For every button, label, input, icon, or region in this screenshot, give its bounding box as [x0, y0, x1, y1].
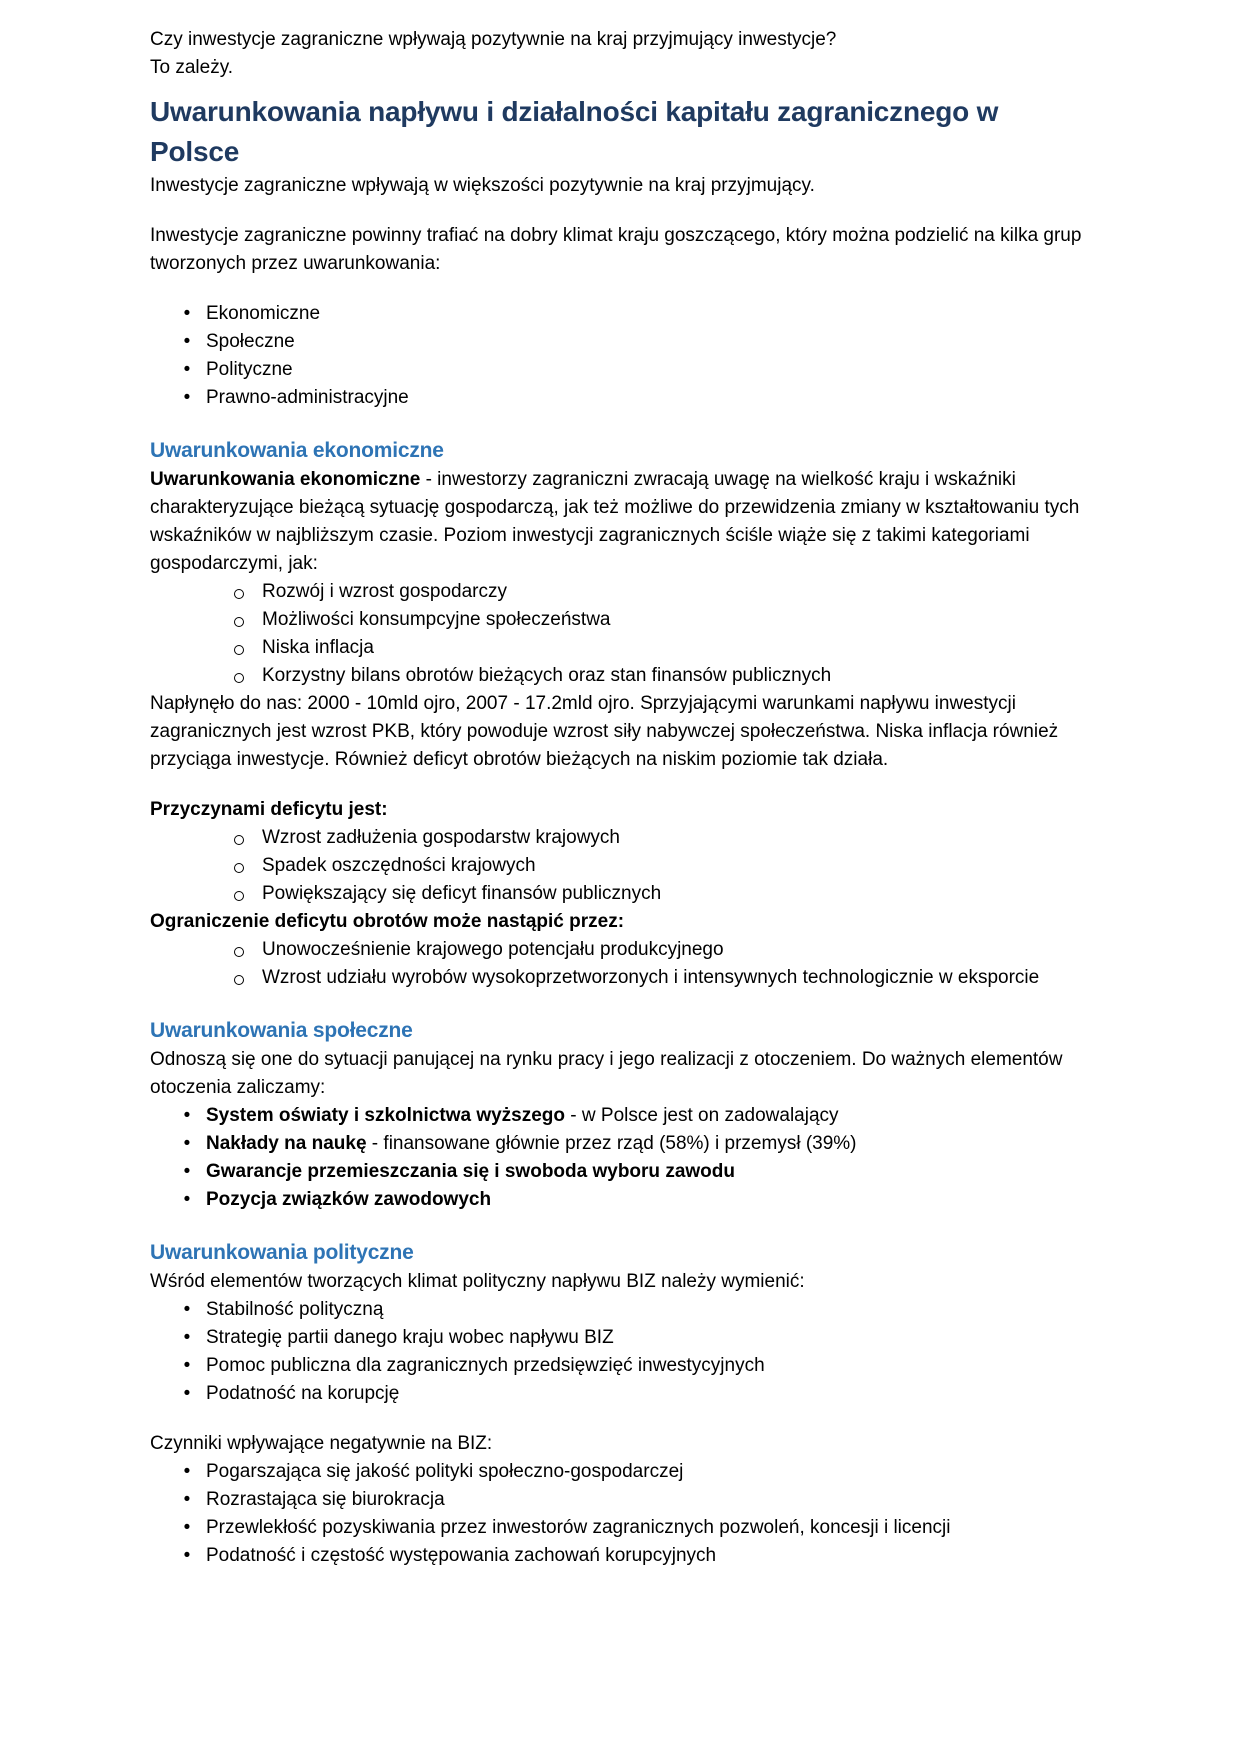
list-item: • Społeczne	[150, 328, 1092, 356]
list-item: • Przewlekłość pozyskiwania przez inwestorów zagranicznych pozwoleń, koncesji i licencji	[150, 1514, 1092, 1542]
section-heading-economic: Uwarunkowania ekonomiczne	[150, 439, 444, 462]
deficit-causes-heading: Przyczynami deficytu jest:	[150, 799, 388, 820]
bullet-icon: •	[183, 359, 191, 380]
economic-paragraph: Napłynęło do nas: 2000 - 10mld ojro, 2007 - 17.2mld ojro. Sprzyjającymi warunkami napływu inwestycji zagranicznych jest wzrost PKB, który powoduje wzrost siły nabywczej społeczeństwa. Niska inflacja również przyciąga inwestycje. Również deficyt obrotów bieżących na niskim poziomie tak działa.	[150, 693, 1059, 770]
political-paragraph: Wśród elementów tworzących klimat polityczny napływu BIZ należy wymienić:	[150, 1271, 805, 1292]
groups-list	[150, 300, 1092, 412]
circle-bullet-icon	[234, 835, 244, 845]
circle-bullet-icon	[234, 863, 244, 873]
section-heading-social: Uwarunkowania społeczne	[150, 1019, 413, 1042]
deficit-limit-heading: Ograniczenie deficytu obrotów może nastąpić przez:	[150, 911, 625, 932]
list-item: • Strategię partii danego kraju wobec napływu BIZ	[150, 1324, 1092, 1352]
list-item: • Polityczne	[150, 356, 1092, 384]
intro-answer: To zależy.	[150, 57, 234, 78]
list-item: Rozwój i wzrost gospodarczy	[150, 578, 1092, 606]
section-heading-political: Uwarunkowania polityczne	[150, 1241, 414, 1264]
bullet-icon: •	[183, 1189, 191, 1210]
political-list	[150, 1296, 1092, 1408]
main-title: Uwarunkowania napływu i działalności kapitału zagranicznego w Polsce	[150, 96, 999, 167]
bullet-icon: •	[183, 1105, 191, 1126]
bullet-icon: •	[183, 1161, 191, 1182]
list-item: Spadek oszczędności krajowych	[150, 852, 1092, 880]
negative-factors-list	[150, 1458, 1092, 1570]
circle-bullet-icon	[234, 891, 244, 901]
negative-factors-heading: Czynniki wpływające negatywnie na BIZ:	[150, 1433, 493, 1454]
bullet-icon: •	[183, 1355, 191, 1376]
bullet-icon: •	[183, 1327, 191, 1348]
list-item: • Podatność i częstość występowania zachowań korupcyjnych	[150, 1542, 1092, 1570]
list-item: Korzystny bilans obrotów bieżących oraz stan finansów publicznych	[150, 662, 1092, 690]
list-item: • Pogarszająca się jakość polityki społeczno-gospodarczej	[150, 1458, 1092, 1486]
list-item: • Rozrastająca się biurokracja	[150, 1486, 1092, 1514]
deficit-causes-list	[150, 824, 1092, 908]
social-list	[150, 1102, 1092, 1214]
bullet-icon: •	[183, 331, 191, 352]
circle-bullet-icon	[234, 617, 244, 627]
list-item: • Pomoc publiczna dla zagranicznych przedsięwzięć inwestycyjnych	[150, 1352, 1092, 1380]
list-item: • Gwarancje przemieszczania się i swoboda wyboru zawodu	[150, 1158, 1092, 1186]
list-item: • System oświaty i szkolnictwa wyższego - w Polsce jest on zadowalający	[150, 1102, 1092, 1130]
list-item: Unowocześnienie krajowego potencjału produkcyjnego	[150, 936, 1092, 964]
bullet-icon: •	[183, 1383, 191, 1404]
bullet-icon: •	[183, 1489, 191, 1510]
bullet-icon: •	[183, 1133, 191, 1154]
deficit-limit-list	[150, 936, 1092, 992]
bullet-icon: •	[183, 1517, 191, 1538]
circle-bullet-icon	[234, 673, 244, 683]
list-item: • Prawno-administracyjne	[150, 384, 1092, 412]
list-item: • Podatność na korupcję	[150, 1380, 1092, 1408]
main-paragraph-1: Inwestycje zagraniczne wpływają w większości pozytywnie na kraj przyjmujący.	[150, 175, 815, 196]
list-item: • Ekonomiczne	[150, 300, 1092, 328]
list-item: • Stabilność polityczną	[150, 1296, 1092, 1324]
bullet-icon: •	[183, 1299, 191, 1320]
list-item: Niska inflacja	[150, 634, 1092, 662]
bullet-icon: •	[183, 303, 191, 324]
list-item: Powiększający się deficyt finansów publicznych	[150, 880, 1092, 908]
circle-bullet-icon	[234, 589, 244, 599]
circle-bullet-icon	[234, 645, 244, 655]
intro-question: Czy inwestycje zagraniczne wpływają pozytywnie na kraj przyjmujący inwestycje?	[150, 29, 837, 50]
list-item: Wzrost udziału wyrobów wysokoprzetworzonych i intensywnych technologicznie w eksporcie	[150, 964, 1092, 992]
bullet-icon: •	[183, 387, 191, 408]
main-paragraph-2: Inwestycje zagraniczne powinny trafiać na dobry klimat kraju goszczącego, który można podzielić na kilka grup tworzonych przez uwarunkowania:	[150, 225, 1082, 274]
list-item: Wzrost zadłużenia gospodarstw krajowych	[150, 824, 1092, 852]
social-paragraph: Odnoszą się one do sytuacji panującej na rynku pracy i jego realizacji z otoczeniem. Do ważnych elementów otoczenia zaliczamy:	[150, 1049, 1063, 1098]
bullet-icon: •	[183, 1545, 191, 1566]
list-item: Możliwości konsumpcyjne społeczeństwa	[150, 606, 1092, 634]
list-item: • Nakłady na naukę - finansowane głównie przez rząd (58%) i przemysł (39%)	[150, 1130, 1092, 1158]
economic-lead: Uwarunkowania ekonomiczne - inwestorzy zagraniczni zwracają uwagę na wielkość kraju i wskaźniki charakteryzujące bieżącą sytuację gospodarczą, jak też możliwe do przewidzenia zmiany w kształtowaniu tych wskaźników w najbliższym czasie. Poziom inwestycji zagranicznych ściśle wiąże się z takimi kategoriami gospodarczymi, jak:	[150, 469, 1080, 574]
bullet-icon: •	[183, 1461, 191, 1482]
economic-categories-list	[150, 578, 1092, 690]
circle-bullet-icon	[234, 975, 244, 985]
circle-bullet-icon	[234, 947, 244, 957]
list-item: • Pozycja związków zawodowych	[150, 1186, 1092, 1214]
